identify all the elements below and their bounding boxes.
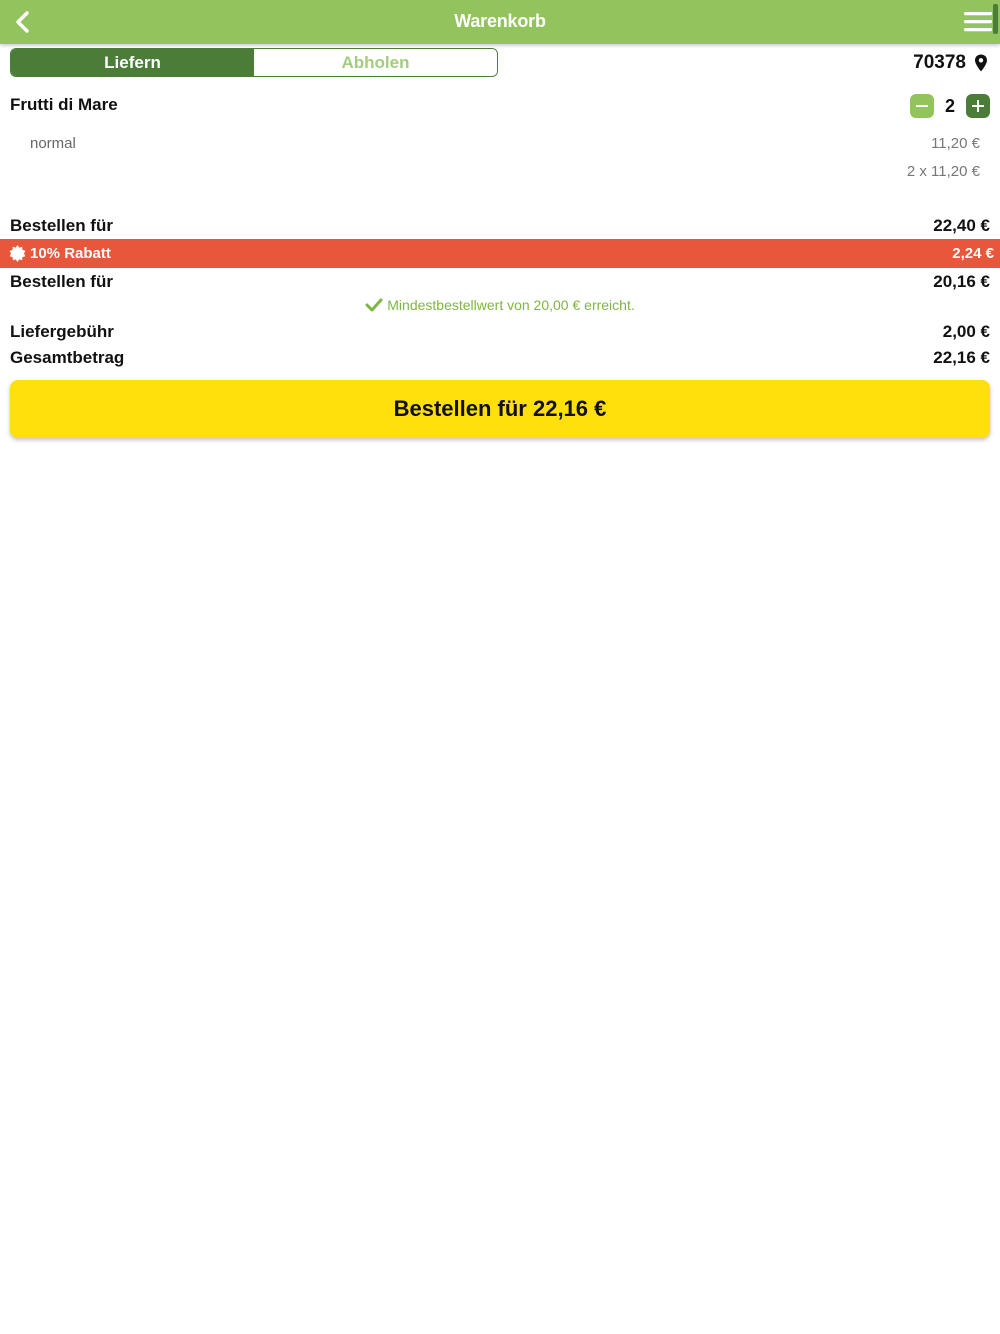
discounted-subtotal-row [10, 272, 990, 292]
quantity-value: 2 [944, 95, 955, 116]
total-row [10, 348, 990, 368]
subtotal-label: Bestellen für [10, 216, 113, 235]
tab-liefern[interactable]: Liefern [11, 49, 254, 76]
subtotal-value: 22,40 € [933, 216, 990, 235]
minimum-order-notice [0, 297, 1000, 313]
total-label: Gesamtbetrag [10, 348, 125, 367]
menu-button[interactable] [964, 9, 994, 35]
postcode-selector[interactable] [913, 52, 988, 74]
delivery-mode-toggle [10, 48, 498, 77]
hamburger-menu-icon [964, 9, 994, 35]
minimum-order-text: Mindestbestellwert von 20,00 € erreicht. [387, 297, 635, 313]
postcode-text: 70378 [913, 52, 966, 73]
checkmark-icon [365, 298, 383, 312]
decrease-quantity-button[interactable] [910, 94, 934, 118]
cart-item-unit-price: 11,20 € [931, 135, 980, 152]
order-button[interactable]: Bestellen für 22,16 € [10, 380, 990, 438]
delivery-fee-value: 2,00 € [942, 322, 990, 341]
location-pin-icon [974, 54, 988, 72]
discount-badge-icon [9, 245, 26, 262]
total-value: 22,16 € [933, 348, 990, 367]
scroll-indicator [993, 4, 998, 34]
quantity-stepper [910, 94, 990, 118]
discounted-subtotal-value: 20,16 € [933, 272, 990, 291]
discount-value: 2,24 € [952, 245, 994, 262]
discount-label: 10% Rabatt [30, 245, 111, 262]
cart-item-name: Frutti di Mare [10, 95, 118, 114]
delivery-fee-label: Liefergebühr [10, 322, 114, 341]
plus-icon [971, 99, 985, 113]
increase-quantity-button[interactable] [966, 94, 990, 118]
cart-item-line-total: 2 x 11,20 € [906, 163, 980, 180]
tab-abholen[interactable]: Abholen [254, 49, 497, 76]
cart-item-variant: normal [30, 135, 76, 152]
delivery-fee-row [10, 322, 990, 342]
app-header [0, 0, 1000, 44]
subtotal-row [10, 216, 990, 236]
page-title: Warenkorb [454, 11, 546, 31]
discount-banner [0, 239, 1000, 268]
discounted-subtotal-label: Bestellen für [10, 272, 113, 291]
minus-icon [915, 99, 929, 113]
